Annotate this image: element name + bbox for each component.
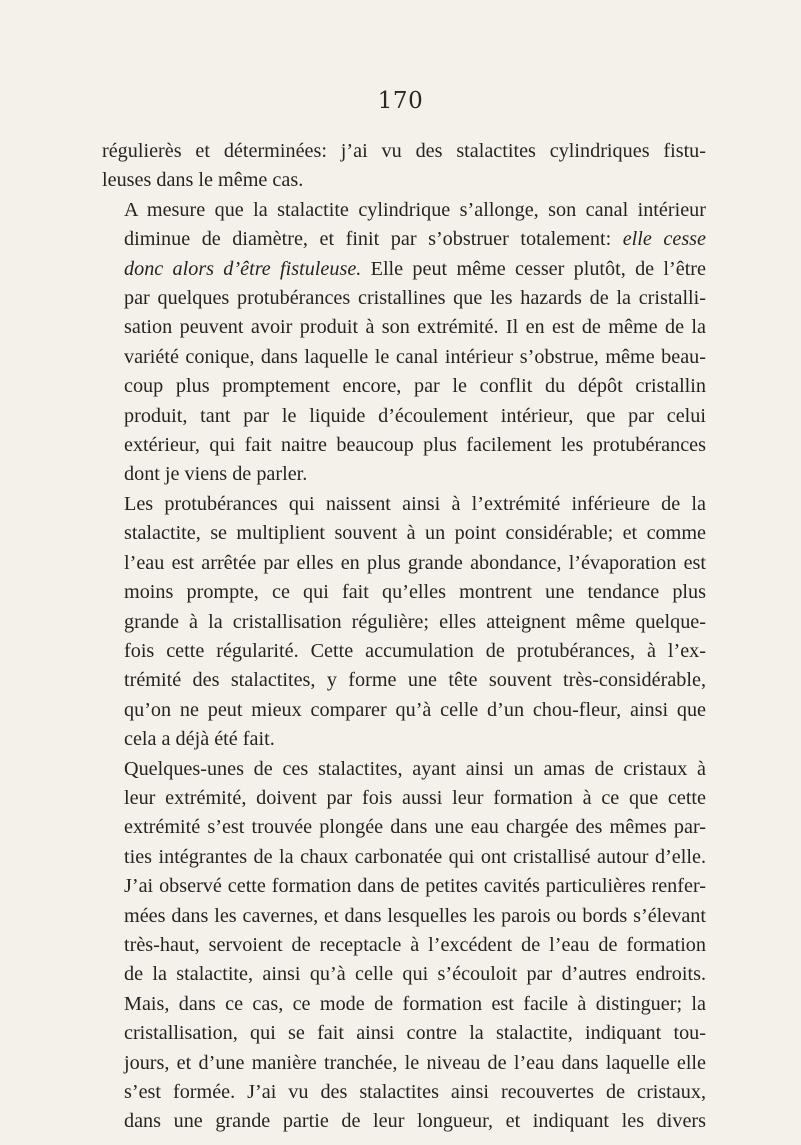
text-line-with-italic — [102, 225, 706, 254]
paragraph-2 — [102, 196, 706, 490]
italic-text: elle cesse — [622, 228, 706, 251]
paragraph-4 — [102, 755, 706, 1137]
text-line: trémité des stalactites, y forme une tête souvent très-considérable, — [124, 669, 706, 692]
text-line: l’eau est arrêtée par elles en plus grande abondance, l’évaporation est — [124, 551, 706, 574]
text-line: très-haut, servoient de receptacle à l’excédent de l’eau de formation — [124, 933, 706, 956]
text-line: jours, et d’une manière tranchée, le niveau de l’eau dans laquelle elle — [124, 1051, 706, 1074]
text-line: coup plus promptement encore, par le conflit du dépôt cristallin — [124, 375, 706, 398]
text-fragment: Elle peut même cesser plutôt, de l’être — [361, 257, 706, 280]
text-line: par quelques protubérances cristallines que les hazards de la cristalli- — [124, 287, 706, 310]
text-line: cela a déjà été fait. — [124, 728, 275, 751]
text-line: extérieur, qui fait naitre beaucoup plus facilement les protubérances — [124, 434, 706, 457]
italic-text: donc alors d’être fistuleuse. — [124, 257, 362, 280]
paragraph-3 — [102, 490, 706, 755]
text-line: cristallisation, qui se fait ainsi contre la stalactite, indiquant tou- — [124, 1022, 706, 1045]
text-line: leur extrémité, doivent par fois aussi leur formation à ce que cette — [124, 786, 706, 809]
text-line: s’est formée. J’ai vu des stalactites ainsi recouvertes de cristaux, — [124, 1081, 706, 1103]
text-line: sation peuvent avoir produit à son extrémité. Il en est de même de la — [124, 316, 706, 339]
text-line: grande à la cristallisation régulière; elles atteignent même quelque- — [124, 610, 706, 633]
text-line: extrémité s’est trouvée plongée dans une eau chargée des mêmes par- — [124, 816, 706, 839]
text-line: variété conique, dans laquelle le canal intérieur s’obstrue, même beau- — [124, 345, 706, 368]
text-line: ties intégrantes de la chaux carbonatée qui ont cristallisé autour d’elle. — [124, 845, 706, 868]
text-line: leuses dans le même cas. — [102, 169, 304, 192]
text-line: dans une grande partie de leur longueur, et indiquant les divers — [124, 1110, 706, 1133]
body-text — [102, 137, 706, 1137]
page-number: 170 — [377, 88, 424, 114]
text-line: stalactite, se multiplient souvent à un point considérable; et comme — [124, 522, 706, 545]
paragraph-1 — [102, 137, 706, 196]
text-line: Mais, dans ce cas, ce mode de formation est facile à distinguer; la — [124, 992, 706, 1015]
text-line-with-italic — [102, 255, 706, 284]
text-line: dont je viens de parler. — [124, 463, 308, 486]
text-line: J’ai observé cette formation dans de petites cavités particulières renfer- — [124, 875, 706, 898]
text-line: A mesure que la stalactite cylindrique s’allonge, son canal intérieur — [124, 198, 706, 221]
text-line: moins prompte, ce qui fait qu’elles montrent une tendance plus — [124, 581, 706, 604]
text-line: Les protubérances qui naissent ainsi à l’extrémité inférieure de la — [124, 492, 706, 515]
text-line: produit, tant par le liquide d’écoulement intérieur, que par celui — [124, 404, 706, 427]
text-line: fois cette régularité. Cette accumulation de protubérances, à l’ex- — [124, 639, 706, 662]
text-line: mées dans les cavernes, et dans lesquelles les parois ou bords s’élevant — [124, 904, 706, 927]
text-line: Quelques-unes de ces stalactites, ayant ainsi un amas de cristaux à — [124, 757, 706, 780]
text-fragment: diminue de diamètre, et finit par s’obstruer totalement: — [124, 228, 623, 251]
text-line: de la stalactite, ainsi qu’à celle qui s’écouloit par d’autres endroits. — [124, 963, 706, 986]
text-line: régulierès et déterminées: j’ai vu des stalactites cylindriques fistu- — [102, 140, 706, 162]
text-line: qu’on ne peut mieux comparer qu’à celle d’un chou-fleur, ainsi que — [124, 698, 706, 721]
